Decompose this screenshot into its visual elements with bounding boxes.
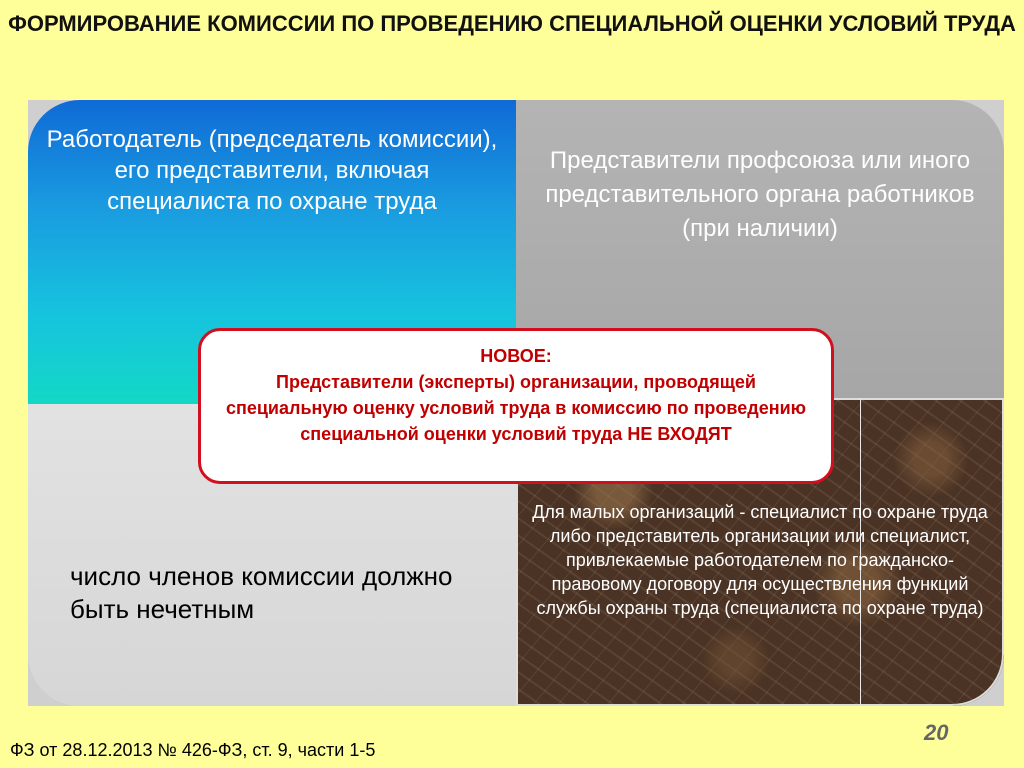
page-number: 20	[924, 720, 949, 745]
callout-heading: НОВОЕ:	[480, 346, 552, 366]
union-text: Представители профсоюза или иного представительного органа работников (при наличии)	[545, 147, 975, 242]
callout-text: Представители (эксперты) организации, проводящей специальную оценку условий труда в комиссию по проведению специальной оценки условий труда НЕ ВХОДЯТ	[225, 372, 807, 444]
odd-members-text: число членов комиссии должно быть нечетным	[70, 561, 453, 624]
new-rule-callout	[198, 328, 834, 484]
page-title: ФОРМИРОВАНИЕ КОМИССИИ ПО ПРОВЕДЕНИЮ СПЕЦИАЛЬНОЙ ОЦЕНКИ УСЛОВИЙ ТРУДА	[8, 11, 1016, 36]
employer-text: Работодатель (председатель комиссии), его представители, включая специалиста по охране труда	[46, 126, 498, 215]
small-organizations-text: Для малых организаций - специалист по охране труда либо представитель организации или специалист, привлекаемые работодателем по гражданско-правовому договору для осуществления функций службы охраны труда (специалиста по охране труда)	[532, 502, 988, 618]
legal-reference: ФЗ от 28.12.2013 № 426-ФЗ, ст. 9, части 1-5	[10, 740, 376, 760]
